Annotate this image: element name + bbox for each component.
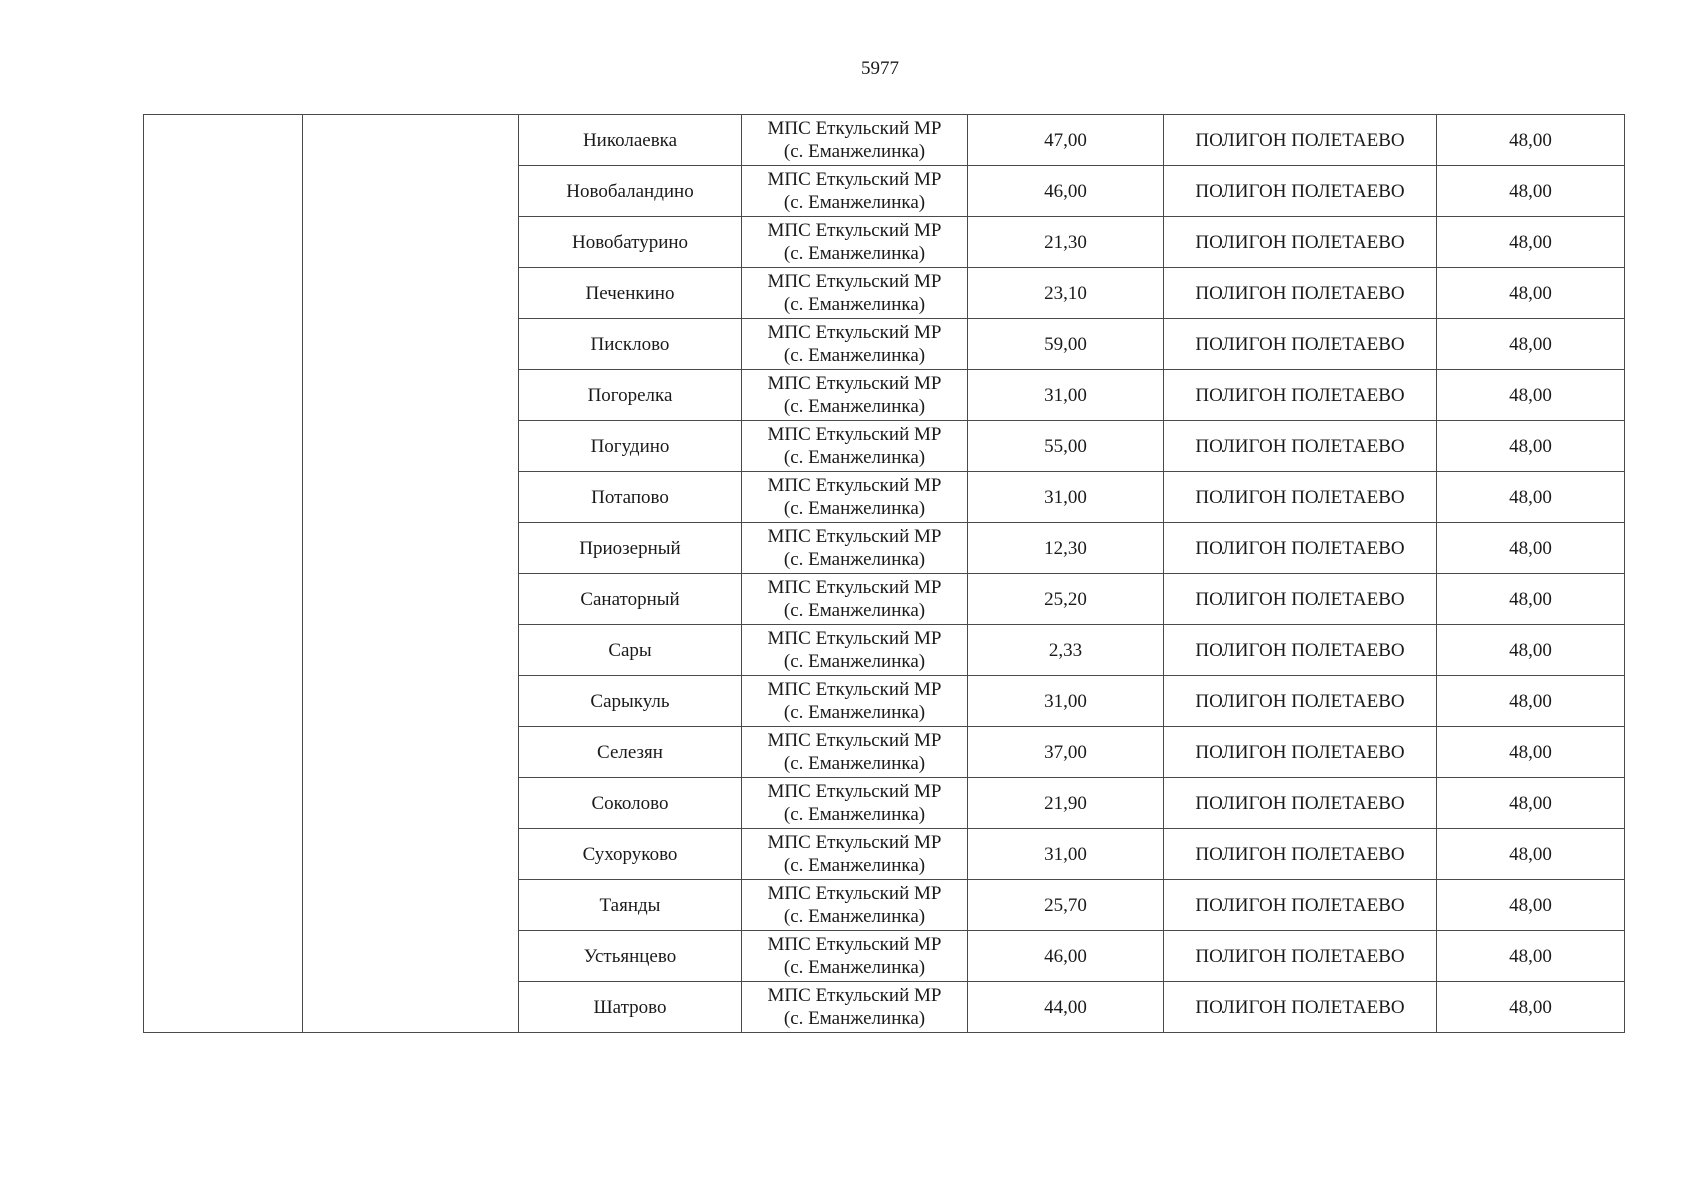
- value-cell: 48,00: [1437, 166, 1625, 217]
- locality-cell: Сухоруково: [519, 829, 742, 880]
- value-cell: 48,00: [1437, 421, 1625, 472]
- source-name: МПС Еткульский МР: [767, 679, 942, 700]
- distance-cell: 23,10: [968, 268, 1164, 319]
- source-name: МПС Еткульский МР: [767, 934, 942, 955]
- source-name: МПС Еткульский МР: [767, 730, 942, 751]
- source-cell: [742, 982, 968, 1033]
- merged-cell-col2: [303, 115, 519, 1033]
- locality-cell: Приозерный: [519, 523, 742, 574]
- destination-cell: ПОЛИГОН ПОЛЕТАЕВО: [1164, 268, 1437, 319]
- distance-cell: 25,20: [968, 574, 1164, 625]
- source-name: МПС Еткульский МР: [767, 424, 942, 445]
- source-village: (с. Еманжелинка): [783, 345, 926, 366]
- locality-cell: Николаевка: [519, 115, 742, 166]
- source-village: (с. Еманжелинка): [783, 294, 926, 315]
- distance-cell: 31,00: [968, 472, 1164, 523]
- source-name: МПС Еткульский МР: [767, 832, 942, 853]
- source-village: (с. Еманжелинка): [783, 600, 926, 621]
- source-name: МПС Еткульский МР: [767, 526, 942, 547]
- source-cell: [742, 166, 968, 217]
- distance-cell: 21,90: [968, 778, 1164, 829]
- source-village: (с. Еманжелинка): [783, 702, 926, 723]
- value-cell: 48,00: [1437, 676, 1625, 727]
- source-name: МПС Еткульский МР: [767, 475, 942, 496]
- source-village: (с. Еманжелинка): [783, 498, 926, 519]
- value-cell: 48,00: [1437, 268, 1625, 319]
- source-cell: [742, 217, 968, 268]
- source-cell: [742, 829, 968, 880]
- locality-cell: Писклово: [519, 319, 742, 370]
- destination-cell: ПОЛИГОН ПОЛЕТАЕВО: [1164, 421, 1437, 472]
- source-name: МПС Еткульский МР: [767, 577, 942, 598]
- source-village: (с. Еманжелинка): [783, 243, 926, 264]
- value-cell: 48,00: [1437, 727, 1625, 778]
- locality-cell: Сары: [519, 625, 742, 676]
- page-number: 5977: [861, 58, 899, 79]
- source-name: МПС Еткульский МР: [767, 169, 942, 190]
- destination-cell: ПОЛИГОН ПОЛЕТАЕВО: [1164, 625, 1437, 676]
- locality-cell: Погудино: [519, 421, 742, 472]
- destination-cell: ПОЛИГОН ПОЛЕТАЕВО: [1164, 166, 1437, 217]
- source-cell: [742, 676, 968, 727]
- source-village: (с. Еманжелинка): [783, 396, 926, 417]
- locality-cell: Сарыкуль: [519, 676, 742, 727]
- destination-cell: ПОЛИГОН ПОЛЕТАЕВО: [1164, 982, 1437, 1033]
- source-name: МПС Еткульский МР: [767, 883, 942, 904]
- source-cell: [742, 115, 968, 166]
- source-village: (с. Еманжелинка): [783, 1008, 926, 1029]
- value-cell: 48,00: [1437, 472, 1625, 523]
- locality-cell: Новобаландино: [519, 166, 742, 217]
- value-cell: 48,00: [1437, 115, 1625, 166]
- source-village: (с. Еманжелинка): [783, 804, 926, 825]
- source-cell: [742, 727, 968, 778]
- source-cell: [742, 370, 968, 421]
- transport-table: [143, 114, 1625, 1033]
- destination-cell: ПОЛИГОН ПОЛЕТАЕВО: [1164, 931, 1437, 982]
- source-village: (с. Еманжелинка): [783, 957, 926, 978]
- distance-cell: 31,00: [968, 829, 1164, 880]
- value-cell: 48,00: [1437, 982, 1625, 1033]
- value-cell: 48,00: [1437, 931, 1625, 982]
- locality-cell: Шатрово: [519, 982, 742, 1033]
- value-cell: 48,00: [1437, 574, 1625, 625]
- destination-cell: ПОЛИГОН ПОЛЕТАЕВО: [1164, 115, 1437, 166]
- destination-cell: ПОЛИГОН ПОЛЕТАЕВО: [1164, 370, 1437, 421]
- distance-cell: 25,70: [968, 880, 1164, 931]
- value-cell: 48,00: [1437, 778, 1625, 829]
- locality-cell: Таянды: [519, 880, 742, 931]
- locality-cell: Потапово: [519, 472, 742, 523]
- source-cell: [742, 625, 968, 676]
- locality-cell: Устьянцево: [519, 931, 742, 982]
- destination-cell: ПОЛИГОН ПОЛЕТАЕВО: [1164, 523, 1437, 574]
- source-village: (с. Еманжелинка): [783, 906, 926, 927]
- source-name: МПС Еткульский МР: [767, 220, 942, 241]
- locality-cell: Санаторный: [519, 574, 742, 625]
- destination-cell: ПОЛИГОН ПОЛЕТАЕВО: [1164, 319, 1437, 370]
- source-village: (с. Еманжелинка): [783, 141, 926, 162]
- source-name: МПС Еткульский МР: [767, 781, 942, 802]
- locality-cell: Селезян: [519, 727, 742, 778]
- source-cell: [742, 778, 968, 829]
- source-village: (с. Еманжелинка): [783, 192, 926, 213]
- distance-cell: 47,00: [968, 115, 1164, 166]
- distance-cell: 44,00: [968, 982, 1164, 1033]
- value-cell: 48,00: [1437, 319, 1625, 370]
- source-name: МПС Еткульский МР: [767, 118, 942, 139]
- table-row: [144, 115, 1625, 166]
- source-village: (с. Еманжелинка): [783, 549, 926, 570]
- destination-cell: ПОЛИГОН ПОЛЕТАЕВО: [1164, 880, 1437, 931]
- source-cell: [742, 880, 968, 931]
- value-cell: 48,00: [1437, 523, 1625, 574]
- destination-cell: ПОЛИГОН ПОЛЕТАЕВО: [1164, 727, 1437, 778]
- source-village: (с. Еманжелинка): [783, 753, 926, 774]
- destination-cell: ПОЛИГОН ПОЛЕТАЕВО: [1164, 778, 1437, 829]
- table-body: [144, 115, 1625, 1033]
- locality-cell: Соколово: [519, 778, 742, 829]
- source-village: (с. Еманжелинка): [783, 855, 926, 876]
- value-cell: 48,00: [1437, 829, 1625, 880]
- destination-cell: ПОЛИГОН ПОЛЕТАЕВО: [1164, 574, 1437, 625]
- source-cell: [742, 472, 968, 523]
- source-cell: [742, 523, 968, 574]
- distance-cell: 31,00: [968, 676, 1164, 727]
- source-name: МПС Еткульский МР: [767, 322, 942, 343]
- destination-cell: ПОЛИГОН ПОЛЕТАЕВО: [1164, 217, 1437, 268]
- value-cell: 48,00: [1437, 370, 1625, 421]
- source-cell: [742, 574, 968, 625]
- source-name: МПС Еткульский МР: [767, 628, 942, 649]
- source-cell: [742, 421, 968, 472]
- distance-cell: 59,00: [968, 319, 1164, 370]
- destination-cell: ПОЛИГОН ПОЛЕТАЕВО: [1164, 472, 1437, 523]
- distance-cell: 21,30: [968, 217, 1164, 268]
- source-cell: [742, 268, 968, 319]
- source-name: МПС Еткульский МР: [767, 373, 942, 394]
- distance-cell: 37,00: [968, 727, 1164, 778]
- source-village: (с. Еманжелинка): [783, 447, 926, 468]
- locality-cell: Погорелка: [519, 370, 742, 421]
- value-cell: 48,00: [1437, 880, 1625, 931]
- merged-cell-col1: [144, 115, 303, 1033]
- destination-cell: ПОЛИГОН ПОЛЕТАЕВО: [1164, 676, 1437, 727]
- source-cell: [742, 319, 968, 370]
- source-cell: [742, 931, 968, 982]
- value-cell: 48,00: [1437, 217, 1625, 268]
- distance-cell: 46,00: [968, 166, 1164, 217]
- distance-cell: 46,00: [968, 931, 1164, 982]
- source-name: МПС Еткульский МР: [767, 985, 942, 1006]
- distance-cell: 12,30: [968, 523, 1164, 574]
- source-name: МПС Еткульский МР: [767, 271, 942, 292]
- distance-cell: 31,00: [968, 370, 1164, 421]
- locality-cell: Печенкино: [519, 268, 742, 319]
- locality-cell: Новобатурино: [519, 217, 742, 268]
- value-cell: 48,00: [1437, 625, 1625, 676]
- destination-cell: ПОЛИГОН ПОЛЕТАЕВО: [1164, 829, 1437, 880]
- distance-cell: 55,00: [968, 421, 1164, 472]
- distance-cell: 2,33: [968, 625, 1164, 676]
- source-village: (с. Еманжелинка): [783, 651, 926, 672]
